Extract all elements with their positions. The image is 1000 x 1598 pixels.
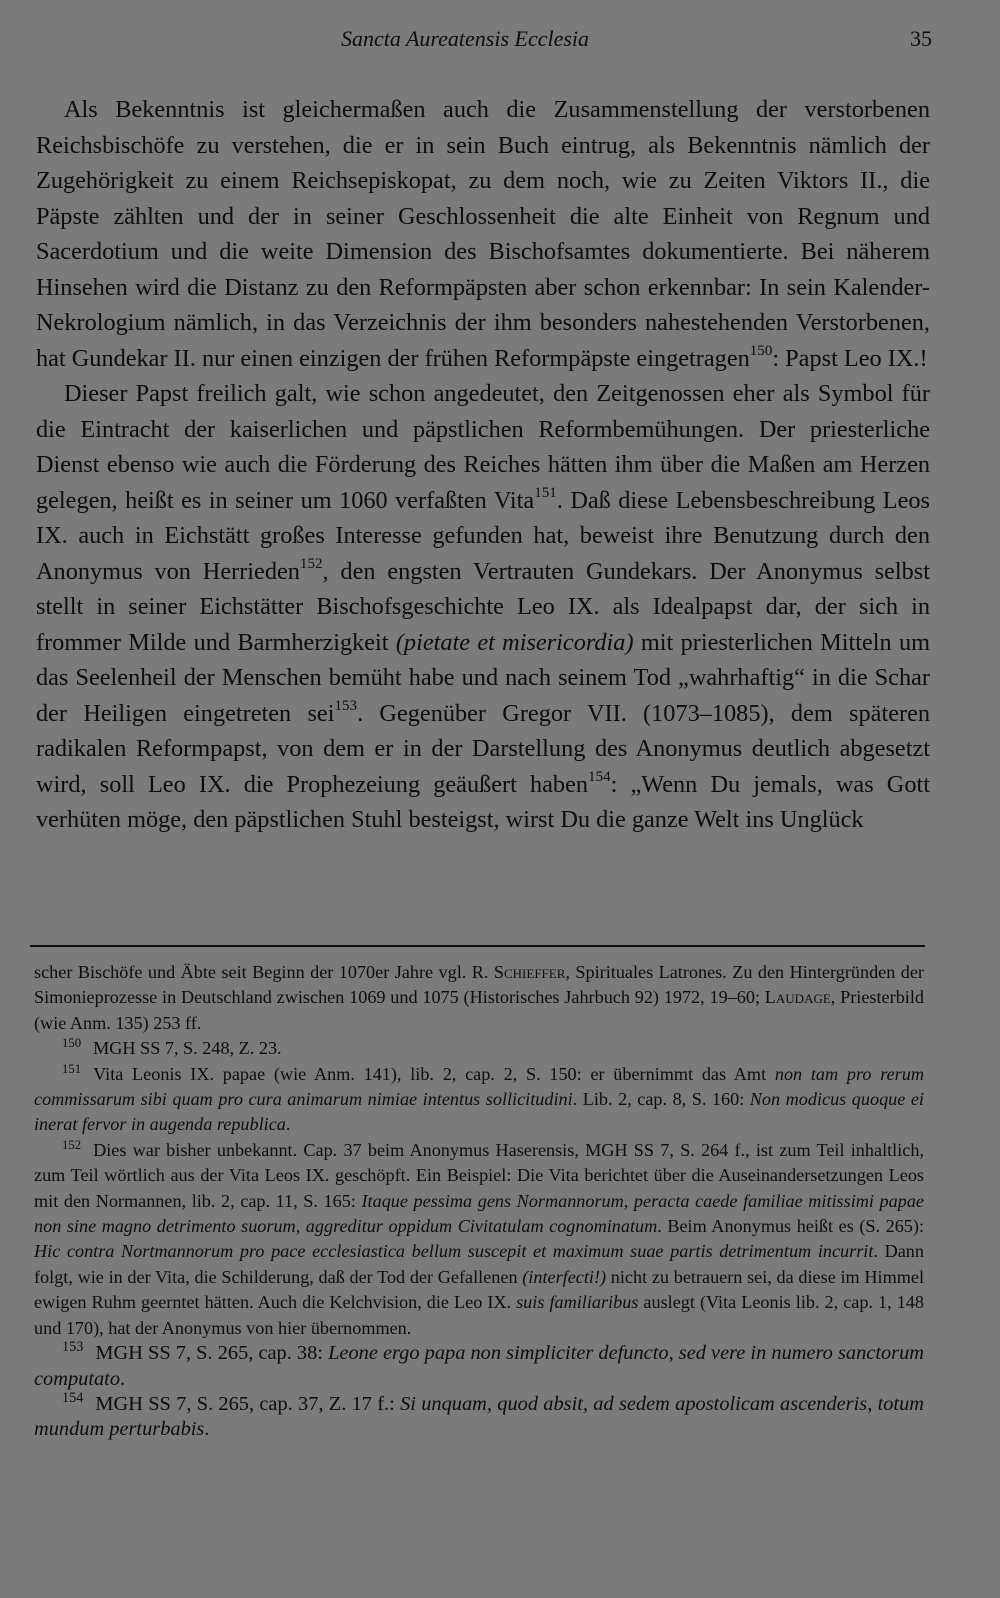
footnote-continuation: scher Bischöfe und Äbte seit Beginn der 1070er Jahre vgl. R. Schieffer, Spirituales Latrones. Zu den Hintergründen der Simonieprozesse in Deutschland zwischen 1069 und 1075 (Historisches Jahrbuch 92) 1972, 19–60; Laudage, Priesterbild (wie Anm. 135) 253 ff. (34, 962, 924, 1033)
footnote-ref-151: 151 (534, 484, 557, 501)
footnote-ref-154: 154 (588, 768, 611, 785)
footnote-150: $^{150}$ MGH SS 7, S. 248, Z. 23. (62, 1036, 282, 1059)
footnote-ref-153: 153 (334, 697, 358, 714)
paragraph-1: Als Bekenntnis ist gleichermaßen auch die Zusammenstellung der verstorbenen Reichsbischöfe zu verstehen, die er in sein Buch eintrug, als Bekenntnis nämlich der Zugehörigkeit zu einem Reichsepiskopat, zu dem noch, wie zu Zeiten Viktors II., die Päpste zählten und der in seiner Geschlossenheit die alte Einheit von Regnum und Sacerdotium und die weite Dimension des Bischofsamtes dokumentierte. Bei näherem Hinsehen wird die Distanz zu den Reformpäpsten aber schon erkennbar: In sein Kalender-Nekrologium nämlich, in das Verzeichnis der ihm besonders nahestehenden Verstorbenen, hat Gundekar II. nur einen einzigen der frühen Reformpäpste eingetragen$^{150}$: Papst Leo IX.! (36, 96, 930, 372)
paragraph-2: Dieser Papst freilich galt, wie schon angedeutet, den Zeitgenossen eher als Symbol für die Eintracht der kaiserlichen und päpstlichen Reformbemühungen. Der priesterliche Dienst ebenso wie auch die Förderung des Reiches hätten ihm über die Maßen am Herzen gelegen, heißt es in seiner um 1060 verfaßten Vita$^{151}$. Daß diese Lebensbeschreibung Leos IX. auch in Eichstätt großes Interesse gefunden hat, beweist ihre Benutzung durch den Anonymus von Herrieden$^{152}$, den engsten Vertrauten Gundekars. Der Anonymus selbst stellt in seiner Eichstätter Bischofsgeschichte Leo IX. als Idealpapst dar, der sich in frommer Milde und Barmherzigkeit (pietate et misericordia) mit priesterlichen Mitteln um das Seelenheil der Menschen bemüht habe und nach seinem Tod „wahrhaftig“ in die Schar der Heiligen eingetreten sei$^{153}$. Gegenüber Gregor VII. (1073–1085), dem späteren radikalen Reformpapst, von dem er in der Darstellung des Anonymus deutlich abgesetzt wird, soll Leo IX. die Prophezeiung geäußert haben$^{154}$: „Wenn Du jemals, was Gott verhüten möge, den päpstlichen Stuhl besteigst, wirst Du die ganze Welt ins Unglück (36, 380, 931, 833)
footnote-ref-150: 150 (749, 342, 773, 359)
footnote-152: $^{152}$ Dies war bisher unbekannt. Cap. 37 beim Anonymus Haserensis, MGH SS 7, S. 264 f., ist zum Teil inhaltlich, zum Teil wörtlich aus der Vita Leos IX. geschöpft. Ein Beispiel: Die Vita berichtet über die Auseinandersetzungen Leos mit den Normannen, lib. 2, cap. 11, S. 165: Itaque pessima gens Normannorum, peracta caede familiae mitissimi papae non sine magno detrimento suorum, aggreditur oppidum Civitatulam cognominatum. Beim Anonymus heißt es (S. 265): Hic contra Nortmannorum pro pace ecclesiastica bellum suscepit et maximum suae partis detrimentum incurrit. Dann folgt, wie in der Vita, die Schilderung, daß der Tod der Gefallenen (interfecti!) nicht zu betrauern sei, da diese im Himmel ewigen Ruhm geerntet hätten. Auch die Kelchvision, die Leo IX. suis familiaribus auslegt (Vita Leonis lib. 2, cap. 1, 148 und 170), hat der Anonymus von hier übernommen. (34, 1137, 924, 1338)
footnote-divider (30, 945, 925, 947)
footnote-154: $^{154}$ MGH SS 7, S. 265, cap. 37, Z. 17 f.: Si unquam, quod absit, ad sedem apostolicam ascenderis, totum mundum perturbabis. (34, 1390, 924, 1441)
footnotes (34, 960, 924, 1443)
footnote-151: $^{151}$ Vita Leonis IX. papae (wie Anm. 141), lib. 2, cap. 2, S. 150: er übernimmt das Amt non tam pro rerum commissarum sibi quam pro cura animarum nimiae intentus sollicitudini. Lib. 2, cap. 8, S. 160: Non modicus quoque ei inerat fervor in augenda republica. (34, 1061, 924, 1135)
footnote-153: $^{153}$ MGH SS 7, S. 265, cap. 38: Leone ergo papa non simpliciter defuncto, sed vere in numero sanctorum computato. (34, 1339, 924, 1390)
page-header (0, 26, 1000, 56)
footnote-ref-152: 152 (299, 555, 323, 572)
page-number: 35 (910, 26, 932, 51)
running-title: Sancta Aureatensis Ecclesia (340, 26, 590, 51)
main-text (36, 92, 930, 838)
